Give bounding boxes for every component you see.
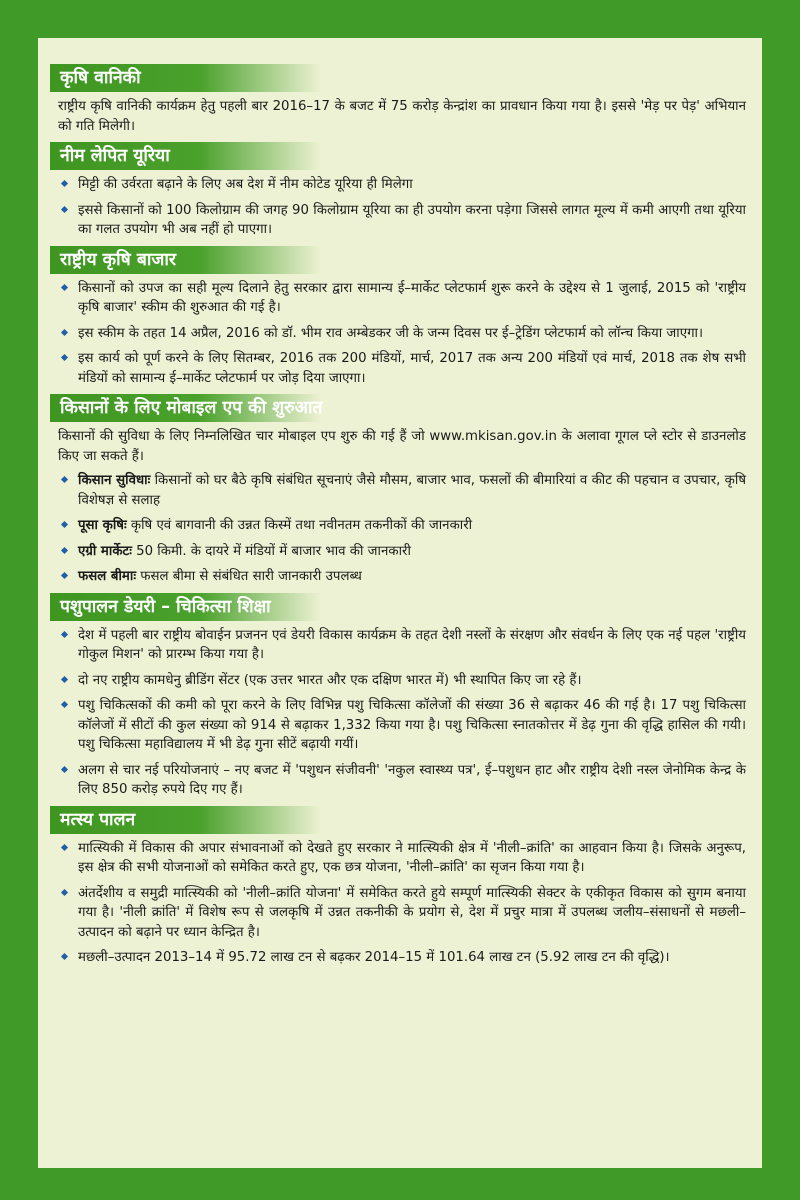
list-item: अंतर्देशीय व समुद्री मात्स्यिकी को 'नीली–क्रांति योजना' में समेकित करते हुये सम्पूर्ण मात्स्यिकी सेक्टर के एकीकृत विकास को सुगम बनाया गया है। 'नीली क्रांति' में विशेष रूप से जलकृषि में उन्नत तकनीकी के प्रयोग से, देश में प्रचुर मात्रा में उपलब्ध जलीय–संसाधनों से मछली–उत्पादन को बढ़ाने पर ध्यान केन्द्रित है। <box>58 884 746 943</box>
section-heading: कृषि वानिकी <box>50 64 322 92</box>
diamond-bullet-icon <box>61 888 68 895</box>
list-item: दो नए राष्ट्रीय कामधेनु ब्रीडिंग सेंटर (एक उत्तर भारत और एक दक्षिण भारत में) भी स्थापित किए जा रहे हैं। <box>58 671 746 691</box>
list-item: इस कार्य को पूर्ण करने के लिए सितम्बर, 2016 तक 200 मंडियों, मार्च, 2017 तक अन्य 200 मंडियों एवं मार्च, 2018 तक शेष सभी मंडियों को सामान्य ई–मार्केट प्लेटफार्म पर जोड़ दिया जाएगा। <box>58 349 746 388</box>
app-name: किसान सुविधाः <box>78 473 151 488</box>
diamond-bullet-icon <box>61 630 68 637</box>
list-item <box>58 542 746 562</box>
section-heading: मत्स्य पालन <box>50 806 322 834</box>
list-item: इस स्कीम के तहत 14 अप्रैल, 2016 को डॉ. भीम राव अम्बेडकर जी के जन्म दिवस पर ई–ट्रेडिंग प्लेटफार्म को लॉन्च किया जाएगा। <box>58 324 746 344</box>
diamond-bullet-icon <box>61 521 68 528</box>
list-item <box>58 516 746 536</box>
diamond-bullet-icon <box>61 205 68 212</box>
diamond-bullet-icon <box>61 180 68 187</box>
content-panel <box>38 38 762 1168</box>
list-item: देश में पहली बार राष्ट्रीय बोवाईन प्रजनन एवं डेयरी विकास कार्यक्रम के तहत देशी नस्लों के संरक्षण और संवर्धन के लिए एक नई पहल 'राष्ट्रीय गोकुल मिशन' को प्रारम्भ किया गया है। <box>58 626 746 665</box>
section-heading: किसानों के लिए मोबाइल एप की शुरुआत <box>50 394 322 422</box>
diamond-bullet-icon <box>61 953 68 960</box>
section-agroforestry <box>58 64 746 136</box>
app-description: कृषि एवं बागवानी की उन्नत किस्में तथा नवीनतम तकनीकों की जानकारी <box>126 518 473 533</box>
bullet-list <box>58 279 746 389</box>
diamond-bullet-icon <box>61 328 68 335</box>
section-fisheries <box>58 806 746 968</box>
section-paragraph: राष्ट्रीय कृषि वानिकी कार्यक्रम हेतु पहली बार 2016–17 के बजट में 75 करोड़ केन्द्रांश का प्रावधान किया गया है। इससे 'मेड़ पर पेड़' अभियान को गति मिलेगी। <box>58 99 746 134</box>
app-description: फसल बीमा से संबंधित सारी जानकारी उपलब्ध <box>136 569 362 584</box>
diamond-bullet-icon <box>61 701 68 708</box>
list-item: किसानों को उपज का सही मूल्य दिलाने हेतु सरकार द्वारा सामान्य ई–मार्केट प्लेटफार्म शुरू करने के उद्देश्य से 1 जुलाई, 2015 को 'राष्ट्रीय कृषि बाजार' स्कीम की शुरुआत की गई है। <box>58 279 746 318</box>
list-item <box>58 471 746 510</box>
bullet-list <box>58 175 746 240</box>
diamond-bullet-icon <box>61 546 68 553</box>
diamond-bullet-icon <box>61 843 68 850</box>
list-item: पशु चिकित्सकों की कमी को पूरा करने के लिए विभिन्न पशु चिकित्सा कॉलेजों की संख्या 36 से बढ़ाकर 46 की गई है। 17 पशु चिकित्सा कॉलेजों में सीटों की कुल संख्या को 914 से बढ़ाकर 1,332 किया गया है। पशु चिकित्सा स्नातकोत्तर में डेढ़ गुना की वृद्धि हासिल की गयी। पशु चिकित्सा महाविद्यालय में भी डेढ़ गुना सीटें बढ़ायी गयीं। <box>58 696 746 755</box>
section-animal-husbandry <box>58 593 746 800</box>
app-name: एग्री मार्केटः <box>78 543 132 559</box>
list-item: अलग से चार नई परियोजनाएं – नए बजट में 'पशुधन संजीवनी' 'नकुल स्वास्थ्य पत्र', ई–पशुधन हाट और राष्ट्रीय देशी नस्ल जेनोमिक केन्द्र के लिए 850 करोड़ रुपये दिए गए हैं। <box>58 761 746 800</box>
list-item: मात्स्यिकी में विकास की अपार संभावनाओं को देखते हुए सरकार ने मात्स्यिकी क्षेत्र में 'नीली–क्रांति' का आहवान किया है। जिसके अनुरूप, इस क्षेत्र की सभी योजनाओं को समेकित करते हुए, एक छत्र योजना, 'नीली–क्रांति' का सृजन किया गया है। <box>58 839 746 878</box>
section-national-agri-market <box>58 246 746 389</box>
section-heading: राष्ट्रीय कृषि बाजार <box>50 246 322 274</box>
section-heading: नीम लेपित यूरिया <box>50 142 322 170</box>
bullet-list <box>58 839 746 968</box>
diamond-bullet-icon <box>61 765 68 772</box>
section-neem-urea <box>58 142 746 240</box>
section-mobile-apps <box>58 394 746 587</box>
diamond-bullet-icon <box>61 572 68 579</box>
diamond-bullet-icon <box>61 675 68 682</box>
diamond-bullet-icon <box>61 354 68 361</box>
section-heading: पशुपालन डेयरी – चिकित्सा शिक्षा <box>50 593 322 621</box>
bullet-list <box>58 626 746 800</box>
list-item <box>58 567 746 587</box>
diamond-bullet-icon <box>61 283 68 290</box>
bullet-list <box>58 471 746 587</box>
section-paragraph: किसानों की सुविधा के लिए निम्नलिखित चार मोबाइल एप शुरु की गई हैं जो www.mkisan.gov.in के अलावा गूगल प्ले स्टोर से डाउनलोड किए जा सकते हैं। <box>58 429 746 464</box>
diamond-bullet-icon <box>61 476 68 483</box>
list-item: मछली–उत्पादन 2013–14 में 95.72 लाख टन से बढ़कर 2014–15 में 101.64 लाख टन (5.92 लाख टन की वृद्धि)। <box>58 948 746 968</box>
app-name: पूसा कृषिः <box>78 518 127 533</box>
list-item: इससे किसानों को 100 किलोग्राम की जगह 90 किलोग्राम यूरिया का ही उपयोग करना पड़ेगा जिससे लागत मूल्य में कमी आएगी तथा यूरिया का गलत उपयोग भी अब नहीं हो पाएगा। <box>58 201 746 240</box>
app-description: 50 किमी. के दायरे में मंडियों में बाजार भाव की जानकारी <box>131 543 411 559</box>
app-name: फसल बीमाः <box>78 569 137 584</box>
list-item: मिट्टी की उर्वरता बढ़ाने के लिए अब देश में नीम कोटेड यूरिया ही मिलेगा <box>58 175 746 195</box>
app-description: किसानों को घर बैठे कृषि संबंधित सूचनाएं जैसे मौसम, बाजार भाव, फसलों की बीमारियां व कीट की पहचान व उपचार, कृषि विशेषज्ञ से सलाह <box>78 473 747 508</box>
